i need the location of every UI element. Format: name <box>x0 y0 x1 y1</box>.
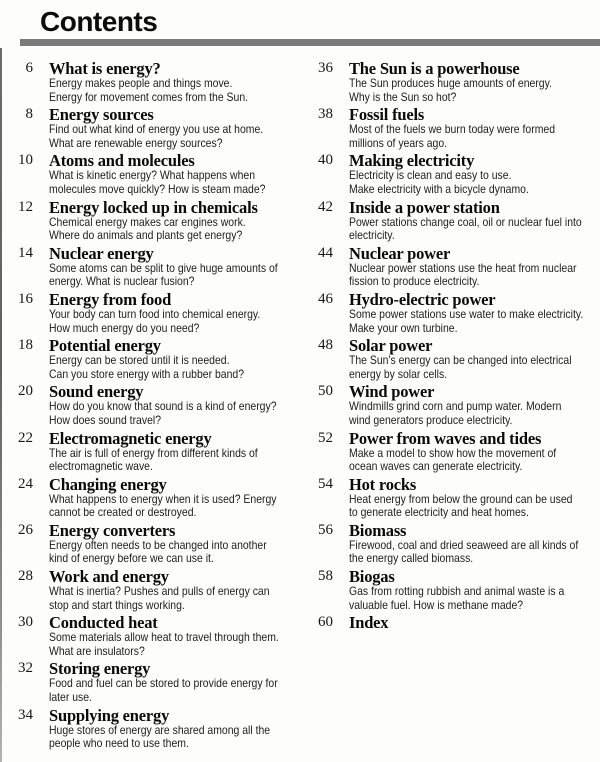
entry-desc-line: Make electricity with a bicycle dynamo. <box>349 181 529 196</box>
entry-page-number: 46 <box>318 290 333 307</box>
entry-title: Hydro-electric power <box>349 289 496 309</box>
entry-title: Hot rocks <box>349 474 417 494</box>
entry-desc-line: Nuclear power stations use the heat from nuclear <box>349 260 577 275</box>
entry-title: Inside a power station <box>349 197 500 217</box>
entry-page-number: 48 <box>318 337 333 354</box>
entry-desc-line: Huge stores of energy are shared among all the <box>49 722 271 737</box>
entry-page-number: 6 <box>25 60 33 76</box>
entry-page-number: 44 <box>318 244 333 261</box>
entry-desc-line: fission to produce electricity. <box>349 274 480 289</box>
entry-desc-line: What are renewable energy sources? <box>49 135 223 150</box>
entry-desc-line: ocean waves can generate electricity. <box>349 459 523 474</box>
entry-desc-line: energy. What is nuclear fusion? <box>49 274 195 289</box>
entry-desc-line: Energy for movement comes from the Sun. <box>49 89 249 104</box>
entry-desc-line: How much energy do you need? <box>49 320 200 335</box>
entry-title: Conducted heat <box>49 613 158 633</box>
entry-desc-line: Windmills grind corn and pump water. Modern <box>349 399 562 414</box>
entry-desc-line: How do you know that sound is a kind of energy? <box>49 399 277 414</box>
entry-page-number: 38 <box>318 106 333 123</box>
entry-page-number: 16 <box>18 290 33 307</box>
toc-entry <box>300 106 600 150</box>
entry-desc-line: energy by solar cells. <box>349 366 448 381</box>
entry-page-number: 10 <box>18 152 33 169</box>
entry-desc-line: kind of energy before we can use it. <box>49 551 214 566</box>
toc-entry <box>300 430 600 474</box>
entry-desc-line: Heat energy from below the ground can be used <box>349 491 573 506</box>
entry-desc-line: molecules move quickly? How is steam made? <box>49 181 266 196</box>
entry-title: Energy sources <box>49 105 154 125</box>
entry-page-number: 26 <box>18 521 33 538</box>
entry-desc-line: Why is the Sun so hot? <box>349 89 457 104</box>
entry-page-number: 30 <box>18 614 33 631</box>
entry-desc-line: The Sun produces huge amounts of energy. <box>349 76 552 90</box>
entry-page-number: 18 <box>18 337 33 354</box>
toc-entry <box>300 199 600 243</box>
header-divider <box>20 39 600 46</box>
entry-title: Index <box>349 613 389 633</box>
entry-page-number: 50 <box>318 383 333 400</box>
entry-desc-line: The air is full of energy from different kinds of <box>49 445 258 460</box>
entry-title: Sound energy <box>49 382 144 402</box>
entry-title: Energy from food <box>49 289 172 309</box>
entry-desc-line: millions of years ago. <box>349 135 448 150</box>
entry-page-number: 58 <box>318 568 333 585</box>
toc-entry <box>300 568 600 612</box>
entry-title: Solar power <box>349 336 433 356</box>
entry-desc-line: Where do animals and plants get energy? <box>49 228 243 243</box>
entry-page-number: 12 <box>18 198 33 215</box>
entry-desc-line: Most of the fuels we burn today were formed <box>349 122 556 137</box>
toc-entry <box>300 152 600 196</box>
toc-entry <box>0 106 300 150</box>
entry-desc-line: Electricity is clean and easy to use. <box>349 168 512 183</box>
entry-title: Work and energy <box>49 567 169 587</box>
toc-entry <box>0 430 300 474</box>
entry-desc-line: Make a model to show how the movement of <box>349 445 557 460</box>
entry-title: Atoms and molecules <box>49 151 195 171</box>
toc-entry <box>0 568 300 612</box>
entry-desc-line: What is kinetic energy? What happens when <box>49 168 256 183</box>
entry-title: Biomass <box>349 520 407 540</box>
entry-page-number: 14 <box>18 244 33 261</box>
entry-page-number: 34 <box>18 706 33 723</box>
entry-desc-line: Your body can turn food into chemical energy. <box>49 306 261 321</box>
entry-desc-line: What happens to energy when it is used? Energy <box>49 491 277 506</box>
entry-page-number: 36 <box>318 60 333 76</box>
contents-columns <box>0 60 600 753</box>
entry-desc-line: Some materials allow heat to travel through them. <box>49 630 279 645</box>
toc-entry <box>0 60 300 104</box>
entry-page-number: 42 <box>318 198 333 215</box>
toc-entry <box>0 707 300 751</box>
entry-desc-line: Power stations change coal, oil or nuclear fuel into <box>349 214 582 229</box>
toc-entry <box>300 383 600 427</box>
scan-edge-artifact <box>0 48 2 762</box>
toc-entry <box>300 476 600 520</box>
entry-desc-line: Firewood, coal and dried seaweed are all kinds of <box>349 537 579 552</box>
contents-column-right <box>300 60 600 753</box>
entry-page-number: 52 <box>318 429 333 446</box>
toc-entry <box>300 337 600 381</box>
entry-page-number: 28 <box>18 568 33 585</box>
entry-desc-line: Chemical energy makes car engines work. <box>49 214 246 229</box>
toc-entry <box>0 245 300 289</box>
entry-page-number: 32 <box>18 660 33 677</box>
entry-desc-line: electricity. <box>349 228 395 243</box>
entry-desc-line: electromagnetic wave. <box>49 459 153 474</box>
entry-desc-line: Can you store energy with a rubber band? <box>49 366 245 381</box>
entry-desc-line: The Sun's energy can be changed into electrical <box>349 353 572 368</box>
entry-desc-line: people who need to use them. <box>49 736 189 751</box>
entry-desc-line: Energy often needs to be changed into another <box>49 537 267 552</box>
entry-desc-line: Find out what kind of energy you use at home. <box>49 122 264 137</box>
toc-entry <box>0 291 300 335</box>
entry-desc-line: How does sound travel? <box>49 412 162 427</box>
entry-title: Making electricity <box>349 151 475 171</box>
entry-desc-line: Some atoms can be split to give huge amounts of <box>49 260 278 275</box>
toc-entry <box>300 60 600 104</box>
toc-entry <box>0 614 300 658</box>
entry-title: Changing energy <box>49 474 167 494</box>
entry-title: Electromagnetic energy <box>49 428 212 448</box>
entry-desc-line: Some power stations use water to make electricity. <box>349 306 584 321</box>
toc-entry <box>0 476 300 520</box>
entry-desc-line: valuable fuel. How is methane made? <box>349 597 524 612</box>
entry-desc-line: Energy can be stored until it is needed. <box>49 353 230 368</box>
toc-entry <box>0 660 300 704</box>
entry-title: Energy converters <box>49 520 176 540</box>
toc-entry <box>300 522 600 566</box>
entry-title: Fossil fuels <box>349 105 425 125</box>
toc-entry <box>0 199 300 243</box>
entry-title: Supplying energy <box>49 705 170 725</box>
entry-title: Potential energy <box>49 336 161 356</box>
toc-entry <box>300 291 600 335</box>
entry-title: Biogas <box>349 567 395 587</box>
entry-page-number: 8 <box>25 106 33 123</box>
toc-entry <box>0 152 300 196</box>
toc-entry <box>300 245 600 289</box>
entry-title: Wind power <box>349 382 435 402</box>
entry-desc-line: to generate electricity and heat homes. <box>349 505 529 520</box>
entry-page-number: 40 <box>318 152 333 169</box>
entry-desc-line: the energy called biomass. <box>349 551 474 566</box>
entry-title: The Sun is a powerhouse <box>349 59 520 78</box>
entry-page-number: 60 <box>318 614 333 631</box>
toc-entry <box>300 614 600 631</box>
entry-page-number: 24 <box>18 475 33 492</box>
entry-desc-line: Food and fuel can be stored to provide energy for <box>49 676 278 691</box>
entry-title: Power from waves and tides <box>349 428 542 448</box>
entry-title: Storing energy <box>49 659 151 679</box>
entry-desc-line: cannot be created or destroyed. <box>49 505 197 520</box>
entry-page-number: 22 <box>18 429 33 446</box>
toc-entry <box>0 337 300 381</box>
page-title: Contents <box>40 6 158 37</box>
entry-page-number: 20 <box>18 383 33 400</box>
entry-title: Nuclear power <box>349 243 451 263</box>
toc-entry <box>0 383 300 427</box>
toc-entry <box>0 522 300 566</box>
entry-title: What is energy? <box>49 59 161 78</box>
contents-column-left <box>0 60 300 753</box>
entry-desc-line: Gas from rotting rubbish and animal waste is a <box>349 584 565 599</box>
entry-page-number: 56 <box>318 521 333 538</box>
entry-desc-line: What are insulators? <box>49 643 145 658</box>
entry-desc-line: later use. <box>49 690 92 705</box>
entry-title: Nuclear energy <box>49 243 154 263</box>
entry-desc-line: wind generators produce electricity. <box>349 412 513 427</box>
entry-title: Energy locked up in chemicals <box>49 197 258 217</box>
entry-desc-line: Energy makes people and things move. <box>49 76 233 90</box>
entry-desc-line: stop and start things working. <box>49 597 185 612</box>
entry-desc-line: What is inertia? Pushes and pulls of energy can <box>49 584 270 599</box>
entry-desc-line: Make your own turbine. <box>349 320 458 335</box>
entry-page-number: 54 <box>318 475 333 492</box>
